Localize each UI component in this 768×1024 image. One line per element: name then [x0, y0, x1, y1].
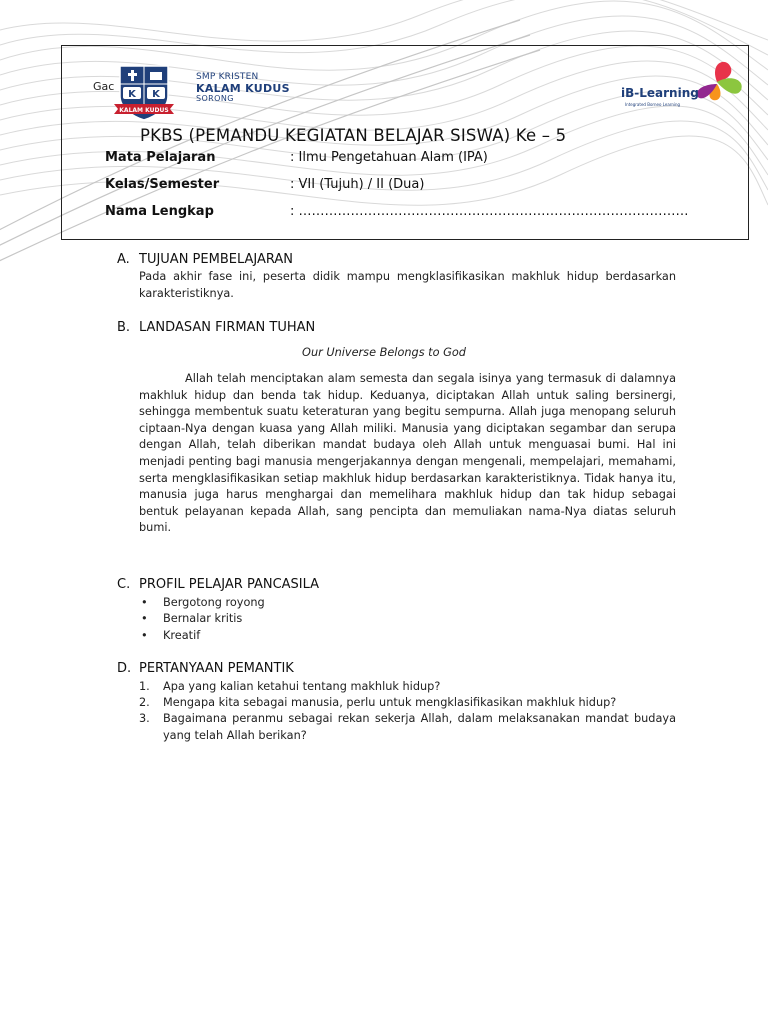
- section-a-heading: [117, 252, 293, 267]
- trigger-questions-list: [139, 679, 676, 744]
- document-title: PKBS (PEMANDU KEGIATAN BELAJAR SISWA) Ke – 5: [140, 126, 567, 145]
- list-item: [139, 679, 676, 695]
- school-shield-logo: [112, 62, 176, 122]
- question-number: 1.: [139, 680, 150, 693]
- section-b-body: Allah telah menciptakan alam semesta dan segala isinya yang termasuk di dalamnya makhluk hidup dan benda tak hidup. Keduanya, diciptakan Allah untuk saling bersinergi, sehingga membentuk suatu keteraturan yang begitu sempurna. Allah juga menopang seluruh ciptaan-Nya dengan kuasa yang Allah miliki. Manusia yang diciptakan segambar dan serupa dengan Allah, telah diberikan mandat budaya oleh Allah untuk menguasai bumi. Hal ini menjadi penting bagi manusia mengerjakannya dengan mengenali, mempelajari, memahami, serta mengklasifikasikan setiap makhluk hidup berdasarkan karakteristiknya. Tidak hanya itu, manusia juga harus menghargai dan memelihara makhluk hidup dan tak hidup sebagai bentuk pelayanan kepada Allah, sang pencipta dan memuliakan nama-Nya diatas seluruh bumi.: [139, 372, 676, 535]
- school-line-2: KALAM KUDUS: [196, 81, 290, 95]
- name-fill-line[interactable]: : ………………………………………………………………………………: [290, 204, 689, 219]
- question-number: 3.: [139, 712, 150, 726]
- section-title: LANDASAN FIRMAN TUHAN: [139, 320, 316, 335]
- section-letter: D.: [117, 661, 132, 676]
- question-text: Apa yang kalian ketahui tentang makhluk hidup?: [163, 680, 441, 693]
- section-b-text: [139, 371, 676, 537]
- info-label: Kelas/Semester: [105, 177, 220, 192]
- list-item: • Bergotong royong: [139, 595, 265, 611]
- list-item: • Bernalar kritis: [139, 611, 265, 627]
- school-line-1: SMP KRISTEN: [196, 72, 259, 82]
- question-text: Mengapa kita sebagai manusia, perlu untuk mengklasifikasikan makhluk hidup?: [163, 696, 617, 710]
- section-letter: A.: [117, 252, 130, 267]
- question-text: Bagaimana peranmu sebagai rekan sekerja Allah, dalam melaksanakan mandat budaya yang telah Allah berikan?: [163, 712, 676, 742]
- info-label: Nama Lengkap: [105, 204, 214, 219]
- section-title: PROFIL PELAJAR PANCASILA: [139, 577, 320, 592]
- header-box: [61, 45, 749, 240]
- shield-banner-text: KALAM KUDUS: [119, 107, 169, 114]
- section-c-heading: [117, 577, 319, 592]
- header-cropped-text: Gac: [93, 80, 115, 93]
- list-item: [139, 711, 676, 743]
- butterfly-icon: [687, 58, 747, 108]
- list-item: • Kreatif: [139, 628, 265, 644]
- question-number: 2.: [139, 696, 150, 710]
- section-title: TUJUAN PEMBELAJARAN: [139, 252, 294, 267]
- ib-learning-brand: iB-Learning: [621, 86, 699, 100]
- section-title: PERTANYAAN PEMANTIK: [139, 661, 294, 676]
- section-letter: C.: [117, 577, 131, 592]
- ib-learning-logo: [621, 58, 747, 108]
- school-line-3: SORONG: [196, 93, 234, 103]
- section-d-heading: [117, 661, 294, 676]
- list-item: [139, 695, 676, 711]
- ib-learning-tagline: Integrated Borneo Learning: [625, 102, 681, 107]
- section-a-text: Pada akhir fase ini, peserta didik mampu mengklasifikasikan makhluk hidup berdasarkan karakteristiknya.: [139, 270, 676, 300]
- pancasila-list: [139, 595, 265, 644]
- section-letter: B.: [117, 320, 131, 335]
- shield-letter-left: K: [128, 89, 136, 100]
- info-value: : VII (Tujuh) / II (Dua): [290, 177, 425, 192]
- school-name: [196, 73, 290, 104]
- info-value: : Ilmu Pengetahuan Alam (IPA): [290, 150, 488, 165]
- shield-letter-right: K: [152, 89, 160, 100]
- section-b-heading: [117, 320, 315, 335]
- verse-title: Our Universe Belongs to God: [302, 346, 466, 359]
- info-label: Mata Pelajaran: [105, 150, 216, 165]
